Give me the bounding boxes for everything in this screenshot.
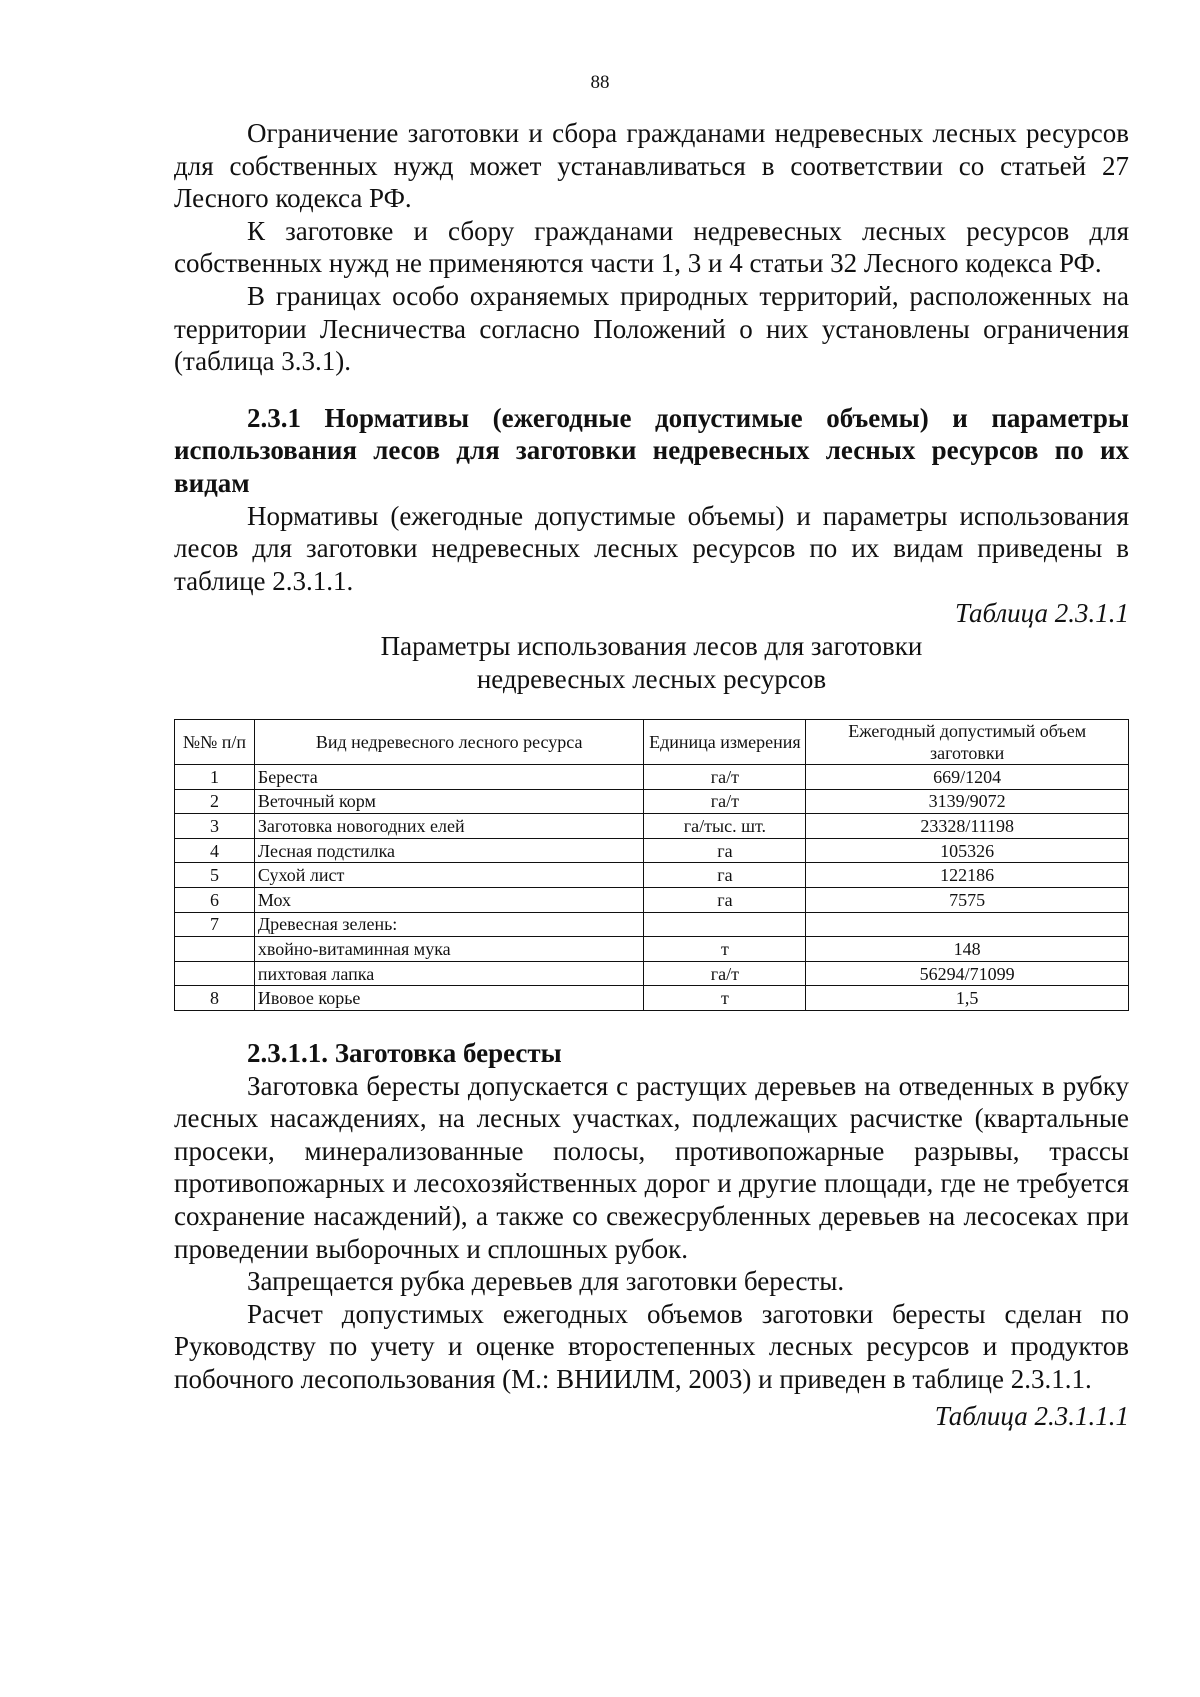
table-title-line2: недревесных лесных ресурсов xyxy=(476,663,827,694)
cell-volume: 148 xyxy=(806,937,1129,962)
subsection-heading-2-3-1-1: 2.3.1.1. Заготовка бересты xyxy=(247,1038,562,1069)
cell-volume: 669/1204 xyxy=(806,765,1129,790)
section-intro-paragraph: Нормативы (ежегодные допустимые объемы) и параметры использования лесов для заготовки недревесных лесных ресурсов по их видам приведены в таблице 2.3.1.1. xyxy=(174,500,1129,596)
paragraph-protected-areas: В границах особо охраняемых природных территорий, расположенных на территории Лесничества согласно Положений о них установлены ограничения (таблица 3.3.1). xyxy=(174,280,1129,377)
paragraph-restriction-article-27: Ограничение заготовки и сбора гражданами недревесных лесных ресурсов для собственных нужд может устанавливаться в соответствии со статьей 27 Лесного кодекса РФ. xyxy=(174,118,1129,214)
cell-unit: т xyxy=(644,986,806,1011)
table-row xyxy=(175,961,1129,986)
cell-num: 4 xyxy=(175,838,255,863)
cell-unit xyxy=(644,912,806,937)
paragraph-article-32: К заготовке и сбору гражданами недревесных лесных ресурсов для собственных нужд не применяются части 1, 3 и 4 статьи 32 Лесного кодекса РФ. xyxy=(174,215,1129,279)
cell-num xyxy=(175,937,255,962)
header-unit: Единица измерения xyxy=(644,720,806,765)
cell-resource: Лесная подстилка xyxy=(254,838,644,863)
cell-unit: га xyxy=(644,863,806,888)
table-row xyxy=(175,888,1129,913)
cell-unit: га xyxy=(644,888,806,913)
cell-volume: 1,5 xyxy=(806,986,1129,1011)
table-row xyxy=(175,937,1129,962)
table-row xyxy=(175,838,1129,863)
cell-resource: Сухой лист xyxy=(254,863,644,888)
cell-volume: 23328/11198 xyxy=(806,814,1129,839)
cell-num: 5 xyxy=(175,863,255,888)
table-row xyxy=(175,863,1129,888)
cell-resource: пихтовая лапка xyxy=(254,961,644,986)
cell-num: 1 xyxy=(175,765,255,790)
cell-resource: Веточный корм xyxy=(254,789,644,814)
header-num: №№ п/п xyxy=(175,720,255,765)
table-row xyxy=(175,814,1129,839)
resources-table xyxy=(174,719,1129,1011)
section-heading-2-3-1: 2.3.1 Нормативы (ежегодные допустимые объемы) и параметры использования лесов для заготовки недревесных лесных ресурсов по их видам xyxy=(174,402,1129,498)
page-number: 88 xyxy=(590,72,610,93)
cell-volume: 56294/71099 xyxy=(806,961,1129,986)
cell-volume: 3139/9072 xyxy=(806,789,1129,814)
header-resource: Вид недревесного лесного ресурса xyxy=(254,720,644,765)
cell-num: 2 xyxy=(175,789,255,814)
cell-resource: Заготовка новогодних елей xyxy=(254,814,644,839)
cell-unit: т xyxy=(644,937,806,962)
cell-volume: 122186 xyxy=(806,863,1129,888)
cell-unit: га xyxy=(644,838,806,863)
table-header-row xyxy=(175,720,1129,765)
table-label: Таблица 2.3.1.1 xyxy=(954,598,1129,629)
paragraph-felling-prohibited: Запрещается рубка деревьев для заготовки бересты. xyxy=(247,1266,845,1297)
cell-num: 7 xyxy=(175,912,255,937)
table-row xyxy=(175,912,1129,937)
page-content xyxy=(174,117,1129,1432)
cell-resource: хвойно-витаминная мука xyxy=(254,937,644,962)
cell-unit: га/т xyxy=(644,765,806,790)
cell-volume: 7575 xyxy=(806,888,1129,913)
table-title-line1: Параметры использования лесов для заготовки xyxy=(380,630,923,661)
cell-resource: Мох xyxy=(254,888,644,913)
cell-num: 6 xyxy=(175,888,255,913)
table-row xyxy=(175,789,1129,814)
cell-resource: Береста xyxy=(254,765,644,790)
cell-num: 3 xyxy=(175,814,255,839)
table-row xyxy=(175,765,1129,790)
table-row xyxy=(175,986,1129,1011)
paragraph-calculation-method: Расчет допустимых ежегодных объемов заготовки бересты сделан по Руководству по учету и оценке второстепенных лесных ресурсов и продуктов побочного лесопользования (М.: ВНИИЛМ, 2003) и приведен в таблице 2.3.1.1. xyxy=(174,1298,1129,1394)
cell-unit: га/т xyxy=(644,961,806,986)
cell-num: 8 xyxy=(175,986,255,1011)
header-volume: Ежегодный допустимый объем заготовки xyxy=(806,720,1129,765)
cell-resource: Ивовое корье xyxy=(254,986,644,1011)
cell-resource: Древесная зелень: xyxy=(254,912,644,937)
cell-volume xyxy=(806,912,1129,937)
cell-unit: га/т xyxy=(644,789,806,814)
cell-volume: 105326 xyxy=(806,838,1129,863)
paragraph-birch-bark-harvesting: Заготовка бересты допускается с растущих деревьев на отведенных в рубку лесных насаждениях, на лесных участках, подлежащих расчистке (квартальные просеки, минерализованные полосы, противопожарные разрывы, трассы противопожарных и лесохозяйственных дорог и другие площади, где не требуется сохранение насаждений), а также со свежесрубленных деревьев на лесосеках при проведении выборочных и сплошных рубок. xyxy=(174,1070,1129,1264)
cell-num xyxy=(175,961,255,986)
cell-unit: га/тыс. шт. xyxy=(644,814,806,839)
table2-label: Таблица 2.3.1.1.1 xyxy=(934,1400,1129,1431)
